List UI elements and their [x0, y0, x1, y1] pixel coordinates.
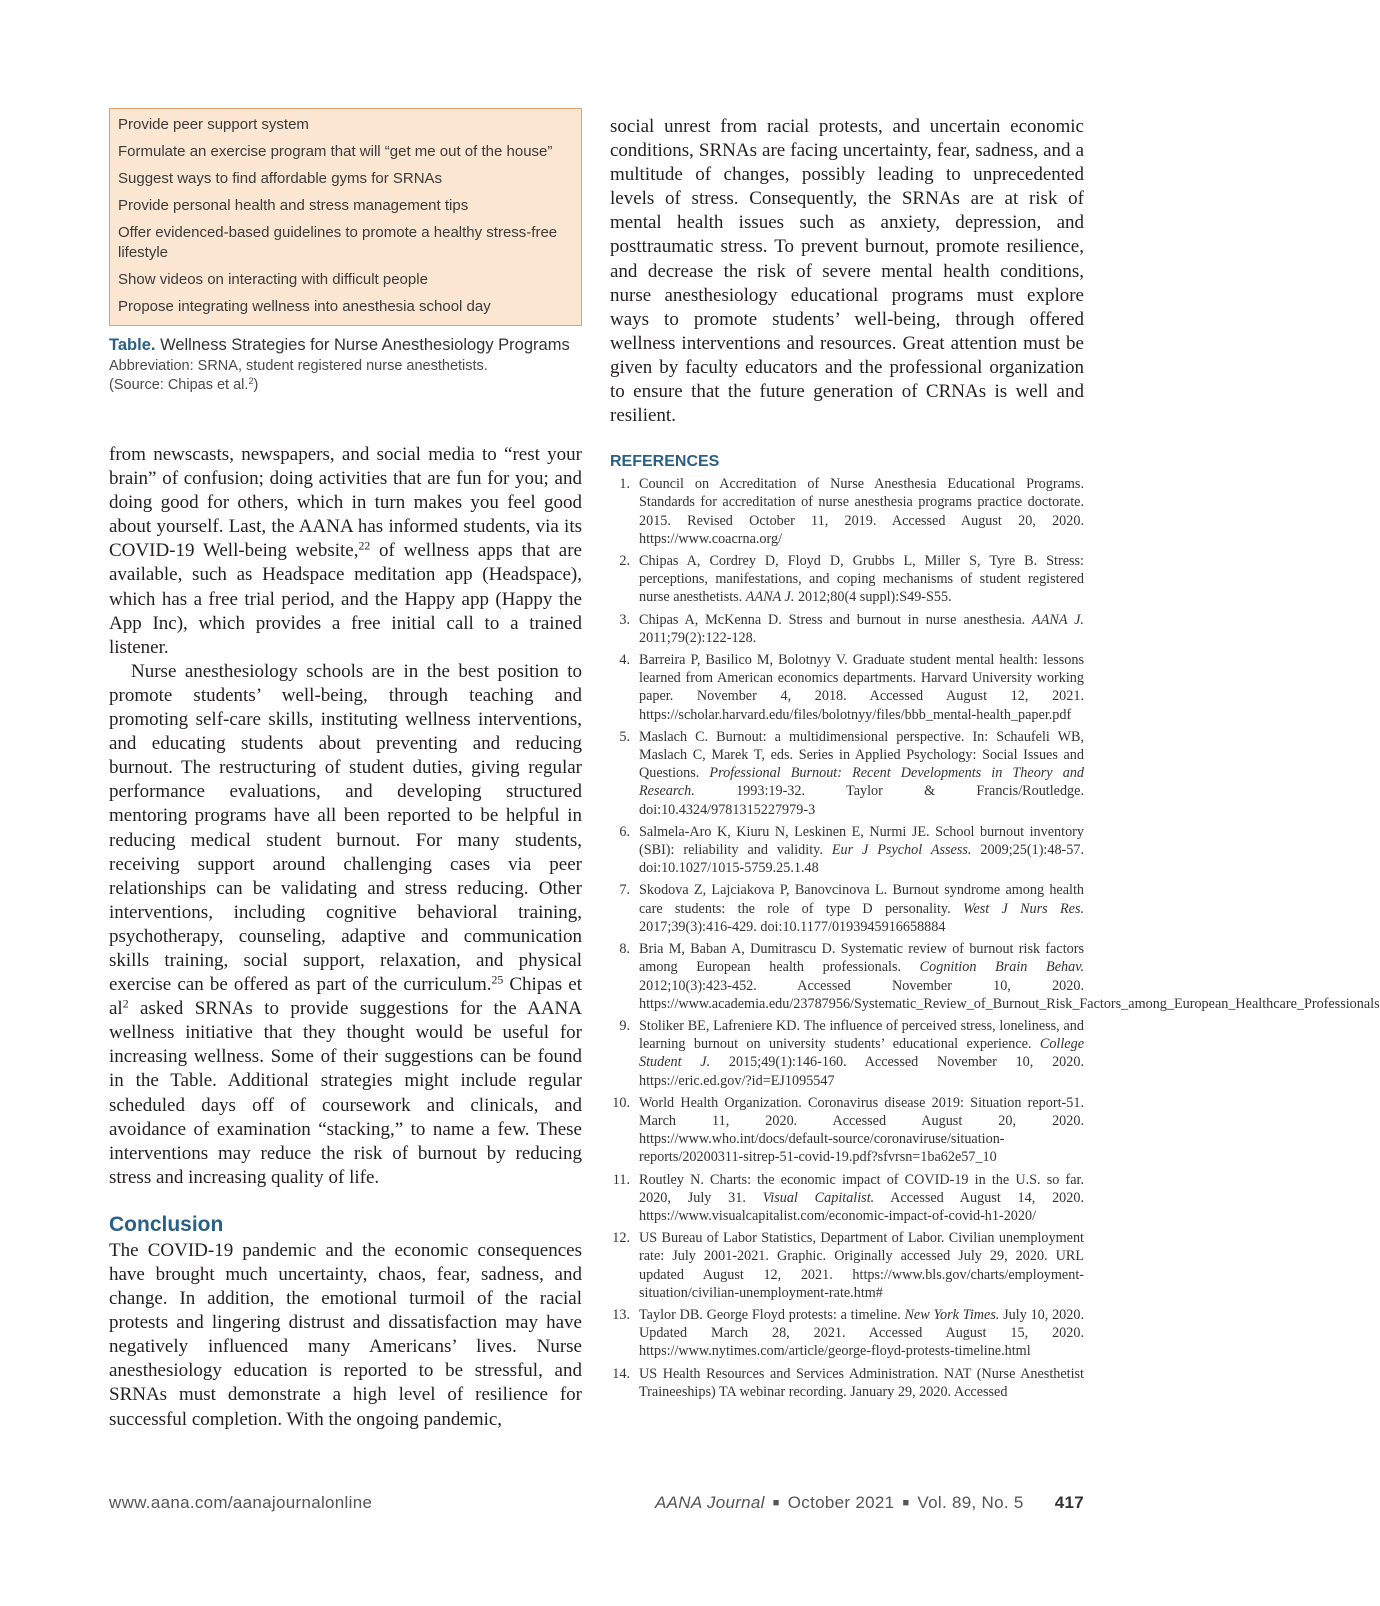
reference-number: 10. — [612, 1094, 630, 1111]
reference-list — [610, 475, 1380, 1401]
reference-number: 8. — [619, 941, 630, 958]
reference-number: 4. — [619, 652, 630, 669]
page-number: 417 — [1054, 1493, 1084, 1512]
reference-journal: Cognition Brain Behav. — [919, 959, 1084, 976]
conclusion-heading: Conclusion — [109, 1212, 224, 1236]
table-row: Offer evidenced-based guidelines to promote a healthy stress-free lifestyle — [118, 224, 558, 261]
reference-number: 6. — [619, 823, 630, 840]
reference-item — [610, 823, 1084, 878]
references-heading: REFERENCES — [610, 453, 720, 471]
reference-text: 2009;25(1):48-57. doi:10.1027/1015-5759.25.1.48 — [639, 842, 1085, 877]
reference-text: Stoliker BE, Lafreniere KD. The influence of perceived stress, loneliness, and learning burnout on university students’ educational experience. — [639, 1017, 1084, 1053]
table-row: Show videos on interacting with difficult people — [118, 271, 428, 288]
reference-text: July 10, 2020. Updated March 28, 2021. Accessed August 15, 2020. https://www.nytimes.com/article/george-floyd-protests-timeline.html — [639, 1306, 1084, 1360]
reference-number: 3. — [619, 611, 630, 628]
citation-superscript: 22 — [358, 539, 371, 553]
reference-journal: West J Nurs Res. — [962, 900, 1085, 917]
reference-text: Salmela-Aro K, Kiuru N, Leskinen E, Nurmi JE. School burnout inventory (SBI): reliability and validity. — [639, 823, 1084, 859]
reference-item — [610, 881, 1084, 936]
table-row: Propose integrating wellness into anesthesia school day — [118, 298, 491, 315]
table-caption-text: Wellness Strategies for Nurse Anesthesiology Programs — [160, 336, 570, 354]
reference-number: 11. — [612, 1171, 630, 1188]
citation-superscript: 2 — [122, 997, 129, 1011]
reference-text: 2015;49(1):146-160. Accessed November 10, 2020. https://eric.ed.gov/?id=EJ1095547 — [639, 1054, 1084, 1089]
reference-text: 2017;39(3):416-429. doi:10.1177/0193945916658884 — [639, 918, 946, 935]
bullet-separator: ■ — [902, 1497, 910, 1509]
paragraph-text: Nurse anesthesiology schools are in the best position to promote students’ well-being, through teaching and promoting self-care skills, instituting wellness interventions, and educating students about preventing and reducing burnout. The restructuring of student duties, giving regular performance evaluations, and developing structured mentoring programs have all been reported to be helpful in reducing medical student burnout. For many students, receiving support around challenging cases via peer relationships can be validating and stress reducing. Other interventions, including cognitive behavioral training, psychotherapy, counseling, adaptive and communication skills training, social support, relaxation, and physical exercise can be offered as part of the curriculum. — [109, 660, 582, 996]
reference-number: 12. — [612, 1230, 630, 1247]
table-notes — [109, 357, 582, 395]
reference-number: 14. — [612, 1365, 630, 1382]
reference-text: Barreira P, Basilico M, Bolotnyy V. Graduate student mental health: lessons learned from American economics departments. Harvard University working paper. November 4, 2018. Accessed August 12, 2021. https://scholar.harvard.edu/files/bolotnyy/files/bbb_mental-health_paper.pdf — [639, 652, 1084, 723]
reference-item — [610, 728, 1084, 819]
reference-item — [610, 552, 1084, 607]
paragraph-text: asked SRNAs to provide suggestions for the AANA wellness initiative that they thought would be useful for increasing wellness. Some of their suggestions can be found in the Table. Additional strategies might include regular scheduled days off of coursework and clinicals, and avoidance of examination “stacking,” to name a few. These interventions may reduce the risk of burnout by reducing stress and increasing quality of life. — [109, 998, 582, 1188]
reference-text: Accessed August 14, 2020. https://www.visualcapitalist.com/economic-impact-of-covid-h1-2020/ — [639, 1189, 1084, 1224]
reference-text: US Health Resources and Services Administration. NAT (Nurse Anesthetist Traineeships) TA webinar recording. January 29, 2020. Accessed — [639, 1365, 1084, 1400]
source-closing: ) — [253, 377, 259, 393]
reference-text: 2012;80(4 suppl):S49-S55. — [794, 589, 952, 606]
reference-number: 2. — [619, 553, 630, 570]
table-row: Formulate an exercise program that will “get me out of the house” — [118, 143, 553, 160]
journal-name: AANA Journal — [655, 1493, 765, 1512]
reference-item — [610, 475, 1084, 548]
reference-number: 9. — [619, 1017, 630, 1034]
footer-citation — [655, 1493, 1084, 1513]
paragraph-text: Chipas et al — [109, 974, 582, 1020]
reference-text: World Health Organization. Coronavirus disease 2019: Situation report-51. March 11, 2020. Accessed August 20, 2020. https://www.who.int/docs/default-source/coronaviruse/situation-reports/20200311-sitrep-51-covid-19.pdf?sfvrsn=1ba62e57_10 — [639, 1094, 1084, 1166]
citation-superscript: 25 — [491, 973, 504, 987]
issue-date: October 2021 — [787, 1493, 895, 1512]
journal-url[interactable]: www.aana.com/aanajournalonline — [109, 1493, 373, 1512]
reference-item — [610, 611, 1084, 647]
source-text: (Source: Chipas et al. — [109, 377, 249, 393]
reference-journal: New York Times. — [904, 1306, 1000, 1323]
table-caption — [109, 334, 582, 357]
right-column — [610, 115, 1380, 1405]
body-paragraph: social unrest from racial protests, and uncertain economic conditions, SRNAs are facing uncertainty, fear, sadness, and a multitude of changes, possibly leading to unprecedented levels of stress. Consequently, the SRNAs are at risk of mental health issues such as anxiety, depression, and posttraumatic stress. To prevent burnout, promote resilience, and decrease the risk of severe mental health conditions, nurse anesthesiology educational programs must explore ways to promote students’ well-being, through offered wellness interventions and resources. Great attention must be given by faculty educators and the professional organization to ensure that the future generation of CRNAs is well and resilient. — [610, 116, 1084, 427]
reference-item — [610, 1306, 1084, 1361]
left-column — [109, 108, 582, 1432]
reference-text: US Bureau of Labor Statistics, Department of Labor. Civilian unemployment rate: July 2001-2021. Graphic. Originally accessed July 29, 2020. URL updated August 12, 2021. https://www.bls.gov/charts/employment-situation/civilian-unemployment-rate.htm# — [639, 1230, 1084, 1301]
reference-text: Chipas A, McKenna D. Stress and burnout in nurse anesthesia. — [639, 611, 1033, 628]
table-row: Suggest ways to find affordable gyms for SRNAs — [118, 170, 443, 187]
reference-text: 2012;10(3):423-452. Accessed November 10, 2020. https://www.academia.edu/23787956/Systematic_Review_of_Burnout_Risk_Factors_among_European_Healthcare_Professionals — [639, 977, 1380, 1012]
reference-item — [610, 651, 1084, 724]
paragraph-text: of wellness apps that are available, such as Headspace meditation app (Headspace), which has a free trial period, and the Happy app (Happy the App Inc), which provides a free initial call to a trained listener. — [109, 540, 582, 658]
reference-text: Maslach C. Burnout: a multidimensional perspective. In: Schaufeli WB, Maslach C, Marek T, eds. Series in Applied Psychology: Social Issues and Questions. — [639, 728, 1084, 782]
reference-item — [610, 940, 1380, 1013]
reference-item — [610, 1171, 1084, 1226]
left-body-text — [109, 443, 582, 1432]
body-paragraph — [109, 660, 582, 1190]
reference-journal: College Student J. — [639, 1036, 1084, 1071]
reference-number: 7. — [619, 882, 630, 899]
reference-journal: AANA J. — [745, 589, 795, 606]
bullet-separator: ■ — [772, 1497, 780, 1509]
body-paragraph: The COVID-19 pandemic and the economic consequences have brought much uncertainty, chaos, fear, sadness, and change. In addition, the emotional turmoil of the racial protests and lingering distrust and dissatisfaction may have negatively influenced many Americans’ lives. Nurse anesthesiology education is reported to be stressful, and SRNAs must demonstrate a high level of resilience for successful completion. With the ongoing pandemic, — [109, 1239, 582, 1430]
reference-text: 2011;79(2):122-128. — [639, 629, 757, 646]
volume-number: Vol. 89, No. 5 — [917, 1493, 1024, 1512]
reference-text: Taylor DB. George Floyd protests: a timeline. — [639, 1306, 905, 1323]
table-caption-label: Table. — [109, 336, 156, 354]
source-citation: 2 — [248, 376, 254, 387]
wellness-strategies-table — [109, 108, 582, 326]
reference-text: Routley N. Charts: the economic impact of COVID-19 in the U.S. so far. 2020, July 31. — [639, 1171, 1084, 1206]
reference-journal: AANA J. — [1032, 611, 1084, 628]
reference-journal: Visual Capitalist. — [762, 1189, 875, 1206]
reference-number: 5. — [619, 728, 630, 745]
reference-text: Bria M, Baban A, Dumitrascu D. Systematic review of burnout risk factors among European health professionals. — [639, 941, 1084, 976]
paragraph-text: from newscasts, newspapers, and social media to “rest your brain” of confusion; doing activities that are fun for you; and doing good for others, which in turn makes you feel good about yourself. Last, the AANA has informed students, via its COVID-19 Well-being website, — [109, 444, 582, 562]
reference-text: Skodova Z, Lajciakova P, Banovcinova L. Burnout syndrome among health care students: the role of type D personality. — [639, 882, 1084, 917]
reference-journal: Professional Burnout: Recent Developments in Theory and Research. — [639, 765, 1085, 800]
reference-number: 13. — [612, 1306, 630, 1323]
body-paragraph — [109, 443, 582, 660]
reference-item — [610, 1365, 1084, 1401]
reference-item — [610, 1229, 1084, 1302]
table-row: Provide peer support system — [118, 116, 309, 133]
reference-item — [610, 1017, 1084, 1090]
reference-text: Chipas A, Cordrey D, Floyd D, Grubbs L, Miller S, Tyre B. Stress: perceptions, manifestations, and coping mechanisms of student registered nurse anesthetists. — [639, 553, 1084, 606]
table-row: Provide personal health and stress management tips — [118, 197, 469, 214]
reference-journal: Eur J Psychol Assess. — [831, 842, 972, 859]
reference-text: 1993:19-32. Taylor & Francis/Routledge. doi:10.4324/9781315227979-3 — [639, 783, 1084, 818]
reference-text: Council on Accreditation of Nurse Anesthesia Educational Programs. Standards for accreditation of nurse anesthesia programs practice doctorate. 2015. Revised October 11, 2019. Accessed August 20, 2020. https://www.coacrna.org/ — [639, 476, 1084, 547]
reference-item — [610, 1094, 1084, 1167]
table-abbreviation-note: Abbreviation: SRNA, student registered nurse anesthetists. — [109, 358, 488, 374]
table-source-note — [109, 376, 582, 395]
reference-number: 1. — [619, 476, 630, 493]
